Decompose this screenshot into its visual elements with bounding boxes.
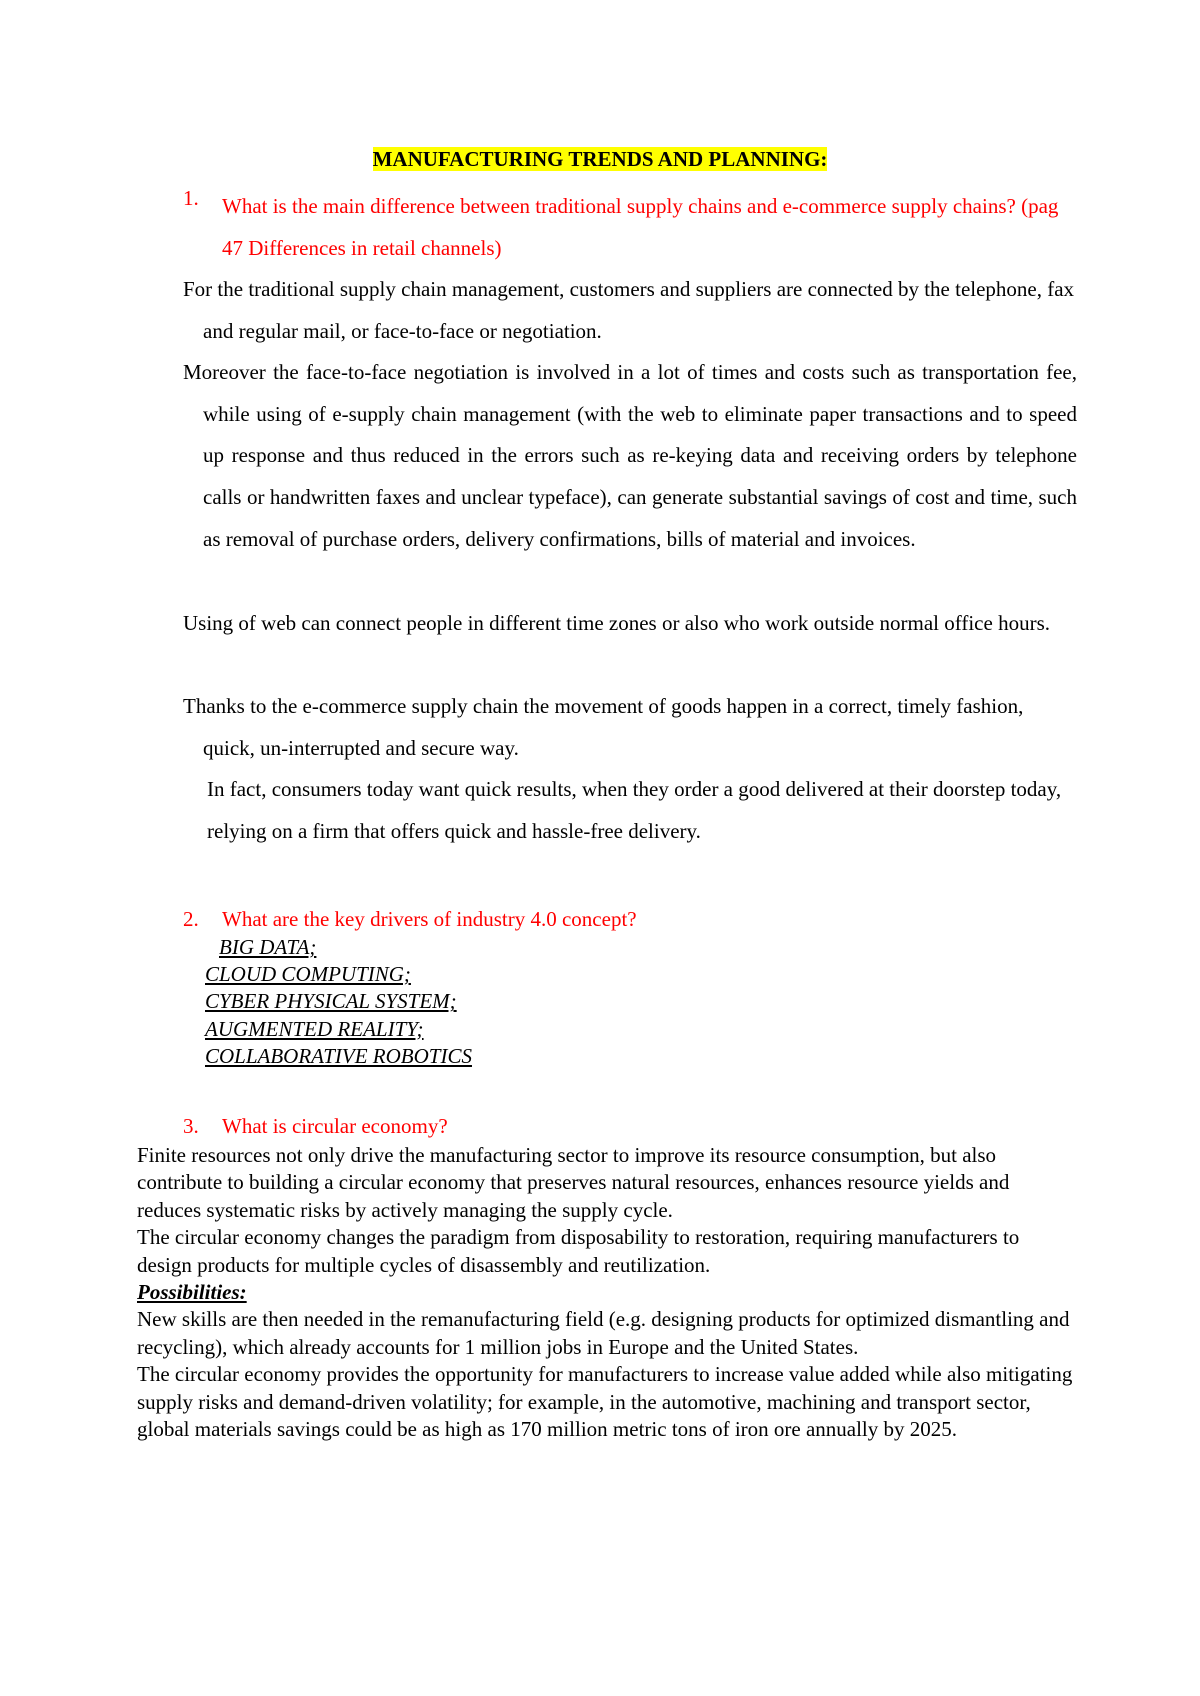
q1-paragraph-5: In fact, consumers today want quick results, when they order a good delivered at their doorstep today, relying on a firm that offers quick and hassle-free delivery. <box>207 777 1062 843</box>
q1-paragraph-2: Moreover the face-to-face negotiation is involved in a lot of times and costs such as transportation fee, while using of e-supply chain management (with the web to eliminate paper transactions and to speed up response and thus reduced in the errors such as re-keying data and receiving orders by telephone calls or handwritten faxes and unclear typeface), can generate substantial savings of cost and time, such as removal of purchase orders, delivery confirmations, bills of material and invoices. <box>183 360 1077 551</box>
driver-cyber-physical-system: CYBER PHYSICAL SYSTEM; <box>205 989 457 1014</box>
possibility-2: The circular economy provides the opportunity for manufacturers to increase value added while also mitigating supply risks and demand-driven volatility; for example, in the automotive, machining and transport sector, global materials savings could be as high as 170 million metric tons of iron ore annually by 2025. <box>137 1362 1073 1442</box>
question-1-number: 1. <box>183 186 199 210</box>
question-3-text: What is circular economy? <box>222 1114 448 1138</box>
driver-augmented-reality: AUGMENTED REALITY; <box>205 1016 424 1041</box>
possibilities-label: Possibilities: <box>137 1280 247 1305</box>
q1-paragraph-4: Thanks to the e-commerce supply chain the movement of goods happen in a correct, timely fashion, quick, un-interrupted and secure way. <box>183 694 1024 760</box>
q1-paragraph-3: Using of web can connect people in different time zones or also who work outside normal office hours. <box>183 611 1050 635</box>
document-title: MANUFACTURING TRENDS AND PLANNING: <box>372 147 828 171</box>
question-3-number: 3. <box>183 1114 199 1138</box>
question-2-text: What are the key drivers of industry 4.0 concept? <box>222 907 637 931</box>
driver-collaborative-robotics: COLLABORATIVE ROBOTICS <box>205 1043 472 1068</box>
possibility-1: New skills are then needed in the remanufacturing field (e.g. designing products for optimized dismantling and recycling), which already accounts for 1 million jobs in Europe and the United States. <box>137 1307 1070 1359</box>
q1-paragraph-1: For the traditional supply chain management, customers and suppliers are connected by the telephone, fax and regular mail, or face-to-face or negotiation. <box>183 277 1075 343</box>
industry-4-drivers-list <box>205 934 472 1070</box>
question-1-text: What is the main difference between traditional supply chains and e-commerce supply chains? (pag 47 Differences in retail channels) <box>222 194 1059 260</box>
driver-big-data: BIG DATA; <box>219 935 317 959</box>
q3-paragraph-2: The circular economy changes the paradigm from disposability to restoration, requiring manufacturers to design products for multiple cycles of disassembly and reutilization. <box>137 1225 1020 1277</box>
q3-body <box>137 1142 1077 1443</box>
driver-cloud-computing: CLOUD COMPUTING; <box>205 962 411 987</box>
q3-paragraph-1: Finite resources not only drive the manufacturing sector to improve its resource consumption, but also contribute to building a circular economy that preserves natural resources, enhances resource yields and reduces systematic risks by actively managing the supply cycle. <box>137 1143 1010 1222</box>
question-2-number: 2. <box>183 907 199 931</box>
